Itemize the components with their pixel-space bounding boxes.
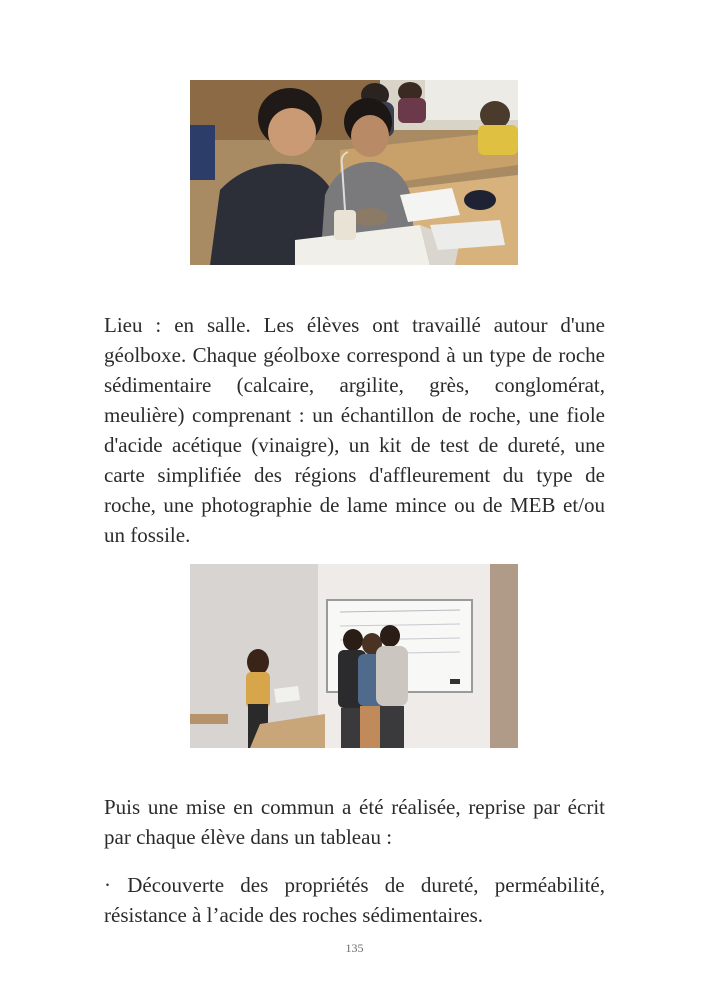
paragraph-bullet-decouverte: · Découverte des propriétés de dureté, perméabilité, résistance à l’acide des roches sédimentaires. [104,873,605,927]
paragraph-mise-en-commun: Puis une mise en commun a été réalisée, reprise par écrit par chaque élève dans un tableau : [104,795,605,849]
classroom-geolboxe-photo [190,80,518,265]
paragraph-geolboxe-description: Lieu : en salle. Les élèves ont travaillé autour d'une géolboxe. Chaque géolboxe correspond à un type de roche sédimentaire (calcaire, argilite, grès, conglomérat, meulière) comprenant : un échantillon de roche, une fiole d'acide acétique (vinaigre), un kit de test de dureté, une carte simplifiée des régions d'affleurement du type de roche, une photographie de lame mince ou de MEB et/ou un fossile. [104,313,605,547]
page-number: 135 [345,941,364,955]
whiteboard-session-photo [190,564,518,748]
